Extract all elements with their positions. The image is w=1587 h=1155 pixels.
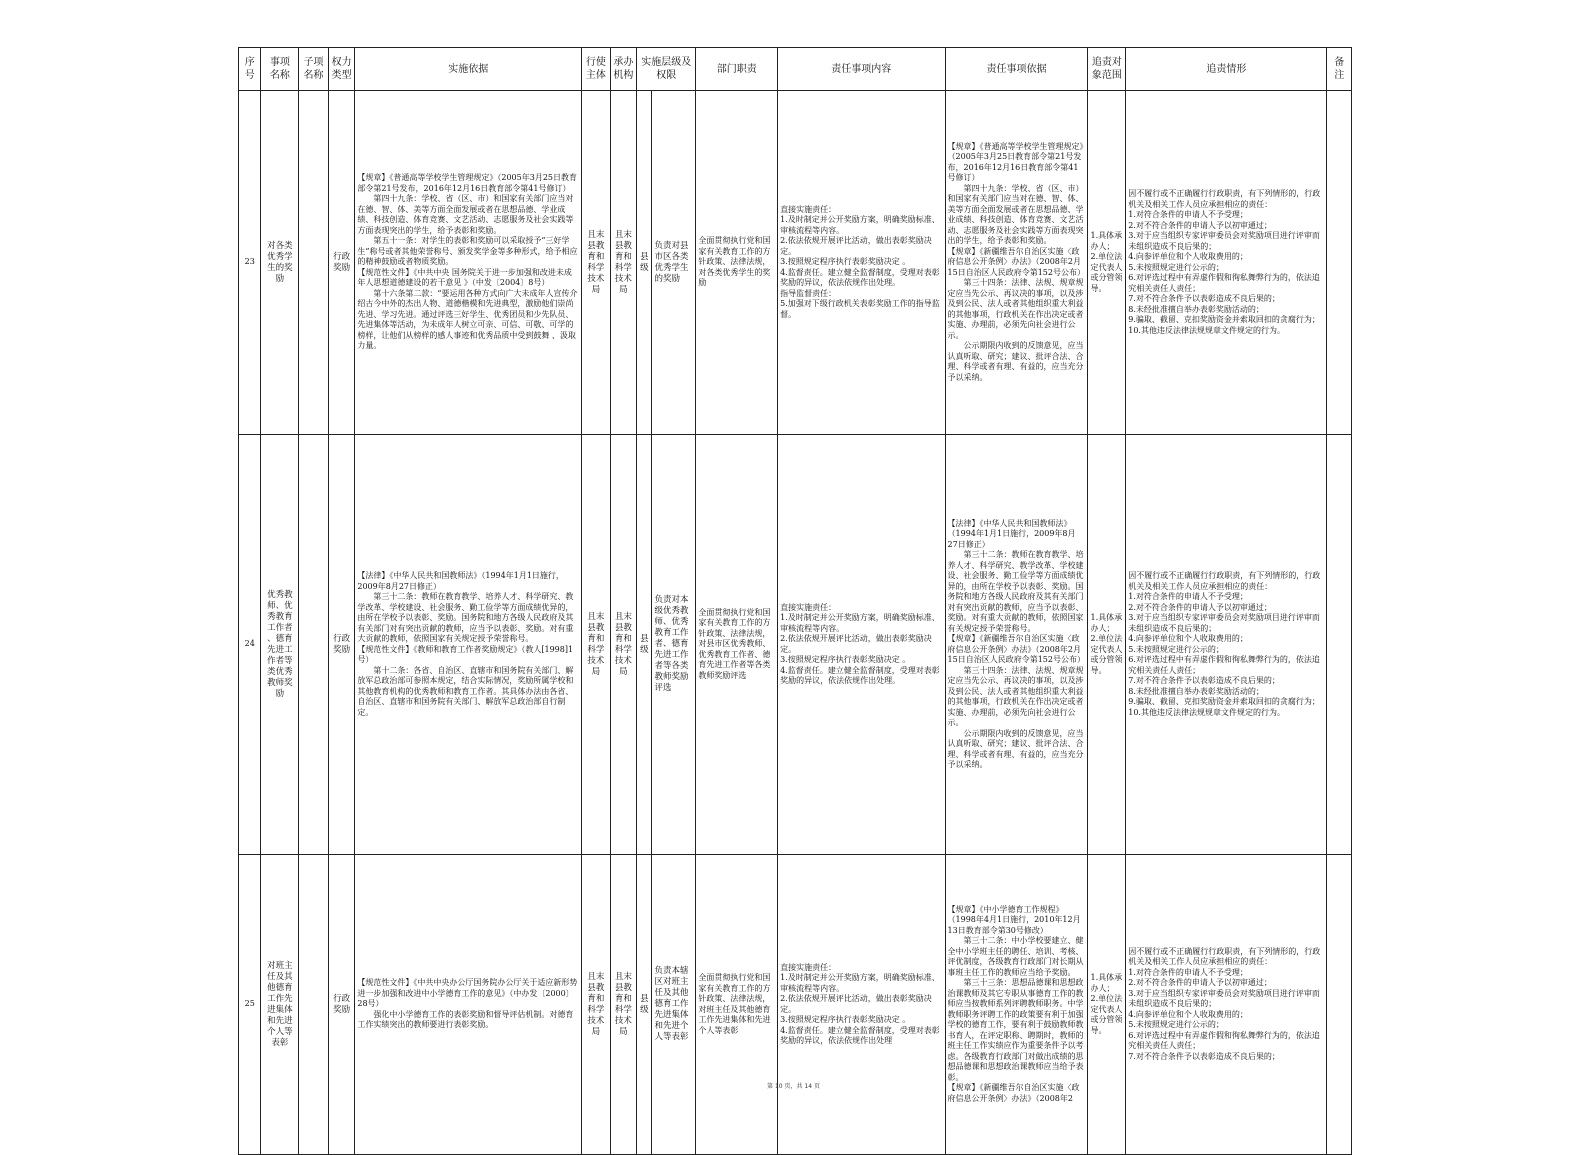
row-level-auth: 负责本辖 区对班主 任及其他 德育工作 先进集体 和先进个 人等表彰 [652, 855, 696, 1155]
row-resp-basis: 【规章】《中小学德育工作规程》（1998年4月1日施行，2010年12月13日教育部令第30号修改） 第三十二条：中小学校要建立、健全中小学班主任的聘任、培训、考核、评优制度，各级教育行政部门对长期从事班主任工作的教师应当给予奖励。 第三十三条：思想品德课和思想政治课教师及其它专职从事德育工作的教师应当按教师系列评聘教师职务。中学教师职务评聘工作的政策要有利于加强学校的德育工作，要有利于鼓励教师教书育人，在评定职称、聘期时，教师的班主任工作实绩应作为重要条件予以考虑。各级教育行政部门对做出成绩的思想品德课和思想政治课教师应当给予表彰。 【规章】《新疆维吾尔自治区实施〈政府信息公开条例〉办法》（2008年2 [945, 855, 1088, 1155]
header-level: 实施层级及 权限 [637, 48, 696, 91]
row-sub-name [299, 91, 329, 435]
row-resp-content: 直接实施责任： 1.及时制定并公开奖励方案，明确奖励标准、审核流程等内容。 2.依法依规开展评比活动，做出表彰奖励决定。 3.按照规定程序执行表彰奖励决定 。 4.监督责任。建立健全监督制度，受理对表彰奖励的异议，依法依规作出处理。 [778, 435, 945, 855]
row-scope: 1.具体承办人； 2.单位法定代表人或分管领导。 [1088, 855, 1126, 1155]
row-org: 且末 县教 育和 科学 技术 局 [610, 855, 637, 1155]
row-situation: 因不履行或不正确履行行政职责，有下列情形的，行政机关及相关工作人员应承担相应的责任： 1.对符合条件的申请人不予受理； 2.对不符合条件的申请人予以初审通过； 3.对于应当组织专家评审委员会对奖励项目进行评审而未组织造成不良后果的； 4.向参评单位和个人收取费用的； 5.未按照规定进行公示的； 6.对评选过程中有弄虚作假和徇私舞弊行为的，依法追究相关责任人责任； 7.对不符合条件予以表彰造成不良后果的； 8.未经批准擅自举办表彰奖励活动的； 9.骗取、截留、克扣奖励资金并索取回扣的贪腐行为； 10.其他违反法律法规规章文件规定的行为。 [1126, 91, 1327, 435]
row-power-type: 行政 奖励 [328, 435, 355, 855]
row-resp-content: 直接实施责任： 1.及时制定并公开奖励方案，明确奖励标准、审核流程等内容。 2.依法依规开展评比活动，做出表彰奖励决定。 3.按照规定程序执行表彰奖励决定 。 4.监督责任。建立健全监督制度，受理对表彰奖励的异议，依法依规作出处理 [778, 855, 945, 1155]
row-subject: 且末 县教 育和 科学 技术 局 [582, 855, 611, 1155]
row-seq: 23 [239, 91, 261, 435]
responsibility-table [238, 47, 1352, 1155]
header-seq: 序号 [239, 48, 261, 91]
row-sub-name [299, 855, 329, 1155]
header-remark: 备注 [1327, 48, 1352, 91]
row-sub-name [299, 435, 329, 855]
row-level: 县级 [637, 91, 652, 435]
table-row [239, 91, 1352, 435]
table-row [239, 435, 1352, 855]
row-subject: 且末 县教 育和 科学 技术 局 [582, 435, 611, 855]
row-scope: 1.具体承办人； 2.单位法定代表人或分管领导。 [1088, 435, 1126, 855]
row-item-name: 优秀教 师、优 秀教育 工作者 、德育 先进工 作者等 类优秀 教师奖励 [261, 435, 299, 855]
header-resp-basis: 责任事项依据 [945, 48, 1088, 91]
header-subject: 行使 主体 [582, 48, 611, 91]
row-power-type: 行政 奖励 [328, 91, 355, 435]
row-seq: 25 [239, 855, 261, 1155]
row-duty: 全面贯彻执行党和国家有关教育工作的方针政策、法律法规，对班主任及其他德育工作先进集体和先进个人等表彰 [696, 855, 778, 1155]
row-basis: 【规章】《普通高等学校学生管理规定》（2005年3月25日教育部令第21号发布，2016年12月16日教育部令第41号修订） 第四十九条：学校、省（区、市）和国家有关部门应当对在德、智、体、美等方面全面发展或者在思想品德、学业成绩、科技创造、体育竞赛、文艺活动、志愿服务及社会实践等方面表现突出的学生，给予表彰和奖励。 第五十一条：对学生的表彰和奖励可以采取授予“三好学生”称号或者其他荣誉称号、颁发奖学金等多种形式，给予相应的精神鼓励或者物质奖励。 【规范性文件】《中共中央 国务院关于进一步加强和改进未成年人思想道德建设的若干意见 》（中发〔2004〕8号） 第十六条第二款：“要运用各种方式向广大未成年人宣传介绍古今中外的杰出人物、道德楷模和先进典型，激励他们崇尚先进、学习先进。通过评选三好学生、优秀团员和少先队员、先进集体等活动，为未成年人树立可亲、可信、可敬、可学的榜样，让他们从榜样的感人事迹和优秀品质中受到鼓舞 、汲取力量。 [355, 91, 582, 435]
page-footer: 第 10 页，共 14 页 [767, 1083, 820, 1090]
row-basis: 【规范性文件】《中共中央办公厅国务院办公厅关于适应新形势进一步加强和改进中小学德育工作的意见》（中办发〔2000〕28号） 强化中小学德育工作的表彰奖励和督导评估机制。对德育工作实绩突出的教师要进行表彰奖励。 [355, 855, 582, 1155]
row-situation: 因不履行或不正确履行行政职责，有下列情形的，行政机关及相关工作人员应承担相应的责任： 1.对符合条件的申请人不予受理； 2.对不符合条件的申请人予以初审通过； 3.对于应当组织专家评审委员会对奖励项目进行评审而未组织造成不良后果的； 4.向参评单位和个人收取费用的； 5.未按照规定进行公示的； 6.对评选过程中有弄虚作假和徇私舞弊行为的，依法追究相关责任人责任； 7.对不符合条件予以表彰造成不良后果的； 8.未经批准擅自举办表彰奖励活动的； 9.骗取、截留、克扣奖励资金并索取回扣的贪腐行为； 10.其他违反法律法规规章文件规定的行为。 [1126, 435, 1327, 855]
row-remark [1327, 855, 1352, 1155]
row-org: 且末 县教 育和 科学 技术 局 [610, 435, 637, 855]
header-scope: 追责对 象范围 [1088, 48, 1126, 91]
header-power-type: 权力 类型 [328, 48, 355, 91]
header-duty: 部门职责 [696, 48, 778, 91]
row-basis: 【法律】《中华人民共和国教师法》（1994年1月1日施行，2009年8月27日修正） 第三十二条：教师在教育教学、培养人才、科学研究、教学改革、学校建设、社会服务、勤工俭学等方面成绩优异的，由所在学校予以表彰、奖励。国务院和地方各级人民政府及其有关部门对有突出贡献的教师，应当予以表彰、奖励。对有重大贡献的教师，依照国家有关规定授予荣誉称号。 【规范性文件】《教师和教育工作者奖励规定》（教人[1998]1号） 第十二条：各省、自治区、直辖市和国务院有关部门、解放军总政治部可参照本规定，结合实际情况，奖励所属学校和其他教育机构的优秀教师和教育工作者。其具体办法由各省、自治区、直辖市和国务院有关部门、解放军总政治部自行制定。 [355, 435, 582, 855]
row-remark [1327, 435, 1352, 855]
row-scope: 1.具体承办人； 2.单位法定代表人或分管领导。 [1088, 91, 1126, 435]
row-resp-content: 直接实施责任： 1.及时制定并公开奖励方案，明确奖励标准、审核流程等内容。 2.依法依规开展评比活动，做出表彰奖励决定。 3.按照规定程序执行表彰奖励决定 。 4.监督责任。建立健全监督制度，受理对表彰奖励的异议，依法依规作出处理。 指导监督责任： 5.加强对下级行政机关表彰奖励工作的指导监督。 [778, 91, 945, 435]
row-level-auth: 负责对县 市区各类 优秀学生 的奖励 [652, 91, 696, 435]
header-basis: 实施依据 [355, 48, 582, 91]
header-situation: 追责情形 [1126, 48, 1327, 91]
row-item-name: 对班主 任及其 他德育 工作先 进集体 和先进 个人等 表彰 [261, 855, 299, 1155]
row-duty: 全面贯彻执行党和国家有关教育工作的方针政策、法律法规，对各类优秀学生的奖励 [696, 91, 778, 435]
table-row [239, 855, 1352, 1155]
header-resp-content: 责任事项内容 [778, 48, 945, 91]
header-org: 承办 机构 [610, 48, 637, 91]
header-sub-name: 子项 名称 [299, 48, 329, 91]
row-duty: 全面贯彻执行党和国家有关教育工作的方针政策、法律法规，对县市区优秀教师、优秀教育工作者、德育先进工作者等各类教师奖励评选 [696, 435, 778, 855]
row-situation: 因不履行或不正确履行行政职责，有下列情形的，行政机关及相关工作人员应承担相应的责任： 1.对符合条件的申请人不予受理； 2.对不符合条件的申请人予以初审通过； 3.对于应当组织专家评审委员会对奖励项目进行评审而未组织造成不良后果的； 4.向参评单位和个人收取费用的； 5.未按照规定进行公示的； 6.对评选过程中有弄虚作假和徇私舞弊行为的，依法追究相关责任人责任； 7.对不符合条件予以表彰造成不良后果的； [1126, 855, 1327, 1155]
row-seq: 24 [239, 435, 261, 855]
row-remark [1327, 91, 1352, 435]
row-subject: 且末 县教 育和 科学 技术 局 [582, 91, 611, 435]
row-level: 县级 [637, 435, 652, 855]
header-row [239, 48, 1352, 91]
row-level: 县级 [637, 855, 652, 1155]
row-resp-basis: 【规章】《普通高等学校学生管理规定》（2005年3月25日教育部令第21号发布，2016年12月16日教育部令第41号修订） 第四十九条：学校、省（区、市）和国家有关部门应当对在德、智、体、美等方面全面发展或者在思想品德、学业成绩、科技创造、体育竞赛、文艺活动、志愿服务及社会实践等方面表现突出的学生，给予表彰和奖励。 【规章】《新疆维吾尔自治区实施〈政府信息公开条例〉办法》（2008年2月15日自治区人民政府令第152号公布） 第三十四条：法律、法规、规章规定应当先公示、再议决的事项，以及涉及到公民、法人或者其他组织重大利益的其他事项，行政机关在作出决定或者实施、办理前，必须先向社会进行公示。 公示期限内收到的反馈意见，应当认真听取、研究；建议、批评合法、合理、科学或者有理、有益的，应当充分予以采纳。 [945, 91, 1088, 435]
row-power-type: 行政 奖励 [328, 855, 355, 1155]
row-level-auth: 负责对本 级优秀教 师、优秀 教育工作 者、德育 先进工作 者等各类 教师奖励 评选 [652, 435, 696, 855]
header-item-name: 事项 名称 [261, 48, 299, 91]
row-item-name: 对各类 优秀学 生的奖 励 [261, 91, 299, 435]
row-org: 且末 县教 育和 科学 技术 局 [610, 91, 637, 435]
row-resp-basis: 【法律】《中华人民共和国教师法》（1994年1月1日施行，2009年8月27日修正） 第三十二条：教师在教育教学、培养人才、科学研究、教学改革、学校建设、社会服务、勤工俭学等方面成绩优异的，由所在学校予以表彰、奖励。国务院和地方各级人民政府及其有关部门对有突出贡献的教师，应当予以表彰、奖励。对有重大贡献的教师，依照国家有关规定授予荣誉称号。 【规章】《新疆维吾尔自治区实施〈政府信息公开条例〉办法》（2008年2月15日自治区人民政府令第152号公布） 第三十四条：法律、法规、规章规定应当先公示、再议决的事项，以及涉及到公民、法人或者其他组织重大利益的其他事项，行政机关在作出决定或者实施、办理前，必须先向社会进行公示。 公示期限内收到的反馈意见，应当认真听取、研究；建议、批评合法、合理、科学或者有理、有益的，应当充分予以采纳。 [945, 435, 1088, 855]
